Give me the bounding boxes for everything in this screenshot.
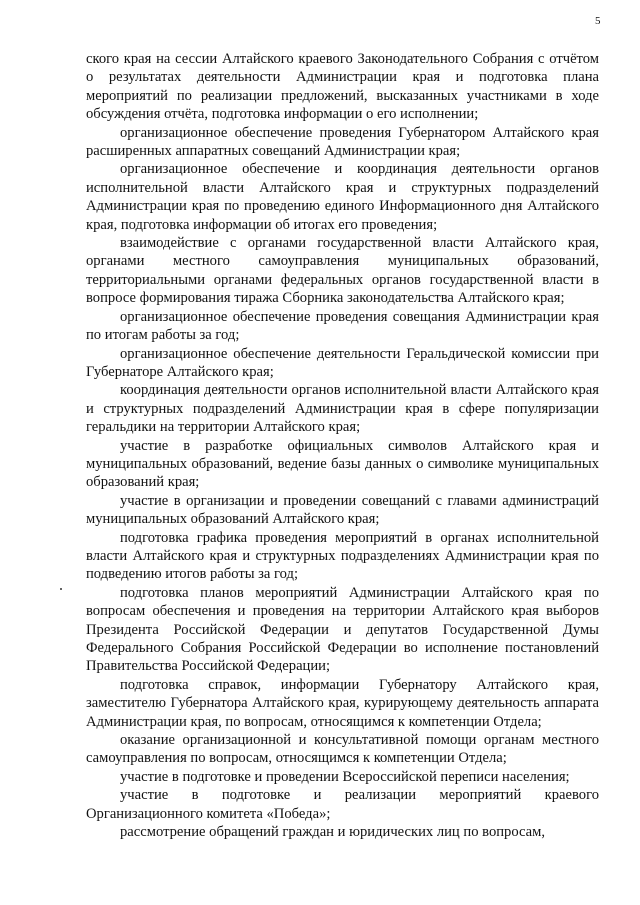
paragraph: организационное обеспечение и координация деятельности органов исполнительной власти Алтайского края и структурных подразделений Администрации края по проведению единого Информационного дня Алтайского края, подготовка информации об итогах его проведения; xyxy=(86,161,599,233)
paragraph: организационное обеспечение проведения Губернатором Алтайского края расширенных аппаратных совещаний Администрации края; xyxy=(86,124,599,160)
paragraph: участие в организации и проведении совещаний с главами администраций муниципальных образований Алтайского края; xyxy=(86,492,599,528)
paragraph: организационное обеспечение деятельности Геральдической комиссии при Губернаторе Алтайского края; xyxy=(86,345,599,380)
paragraph: ского края на сессии Алтайского краевого Законодательного Собрания с отчётом о результатах деятельности Администрации края и подготовка плана мероприятий по реализации предложений, высказанных участниками в ходе обсуждения отчёта, подготовка информации о его исполнении; xyxy=(86,51,599,123)
paragraph: подготовка планов мероприятий Администрации Алтайского края по вопросам обеспечения и проведения на территории Алтайского края выборов Президента Российской Федерации и депутатов Государственной Думы Федерального Собрания Российской Федерации во исполнение постановлений Правительства Российской Федерации; xyxy=(86,584,599,675)
paragraph: координация деятельности органов исполнительной власти Алтайского края и структурных подразделений Администрации края в сфере популяризации геральдики на территории Алтайского края; xyxy=(86,382,599,436)
paragraph: участие в разработке официальных символов Алтайского края и муниципальных образований, ведение базы данных о символике муниципальных образований края; xyxy=(86,437,599,491)
paragraph: взаимодействие с органами государственной власти Алтайского края, органами местного самоуправления муниципальных образований, территориальными органами федеральных органов государственной власти в вопросе формирования тиража Сборника законодательства Алтайского края; xyxy=(86,235,599,307)
paragraph: участие в подготовке и проведении Всероссийской переписи населения; xyxy=(120,768,570,785)
paragraph: подготовка справок, информации Губернатору Алтайского края, заместителю Губернатора Алтайского края, курирующему деятельность аппарата Администрации края, по вопросам, относящимся к компетенции Отдела; xyxy=(86,676,599,730)
scan-speck xyxy=(60,588,62,590)
paragraph: участие в подготовке и реализации мероприятий краевого Организационного комитета «Победа»; xyxy=(86,787,599,822)
paragraph: организационное обеспечение проведения совещания Администрации края по итогам работы за год; xyxy=(86,308,599,344)
page-number: 5 xyxy=(595,15,601,27)
document-body xyxy=(86,50,599,841)
paragraph: рассмотрение обращений граждан и юридических лиц по вопросам, xyxy=(120,824,546,841)
paragraph: оказание организационной и консультативной помощи органам местного самоуправления по вопросам, относящимся к компетенции Отдела; xyxy=(86,732,599,767)
paragraph: подготовка графика проведения мероприятий в органах исполнительной власти Алтайского края и структурных подразделениях Администрации края по подведению итогов работы за год; xyxy=(86,529,599,583)
